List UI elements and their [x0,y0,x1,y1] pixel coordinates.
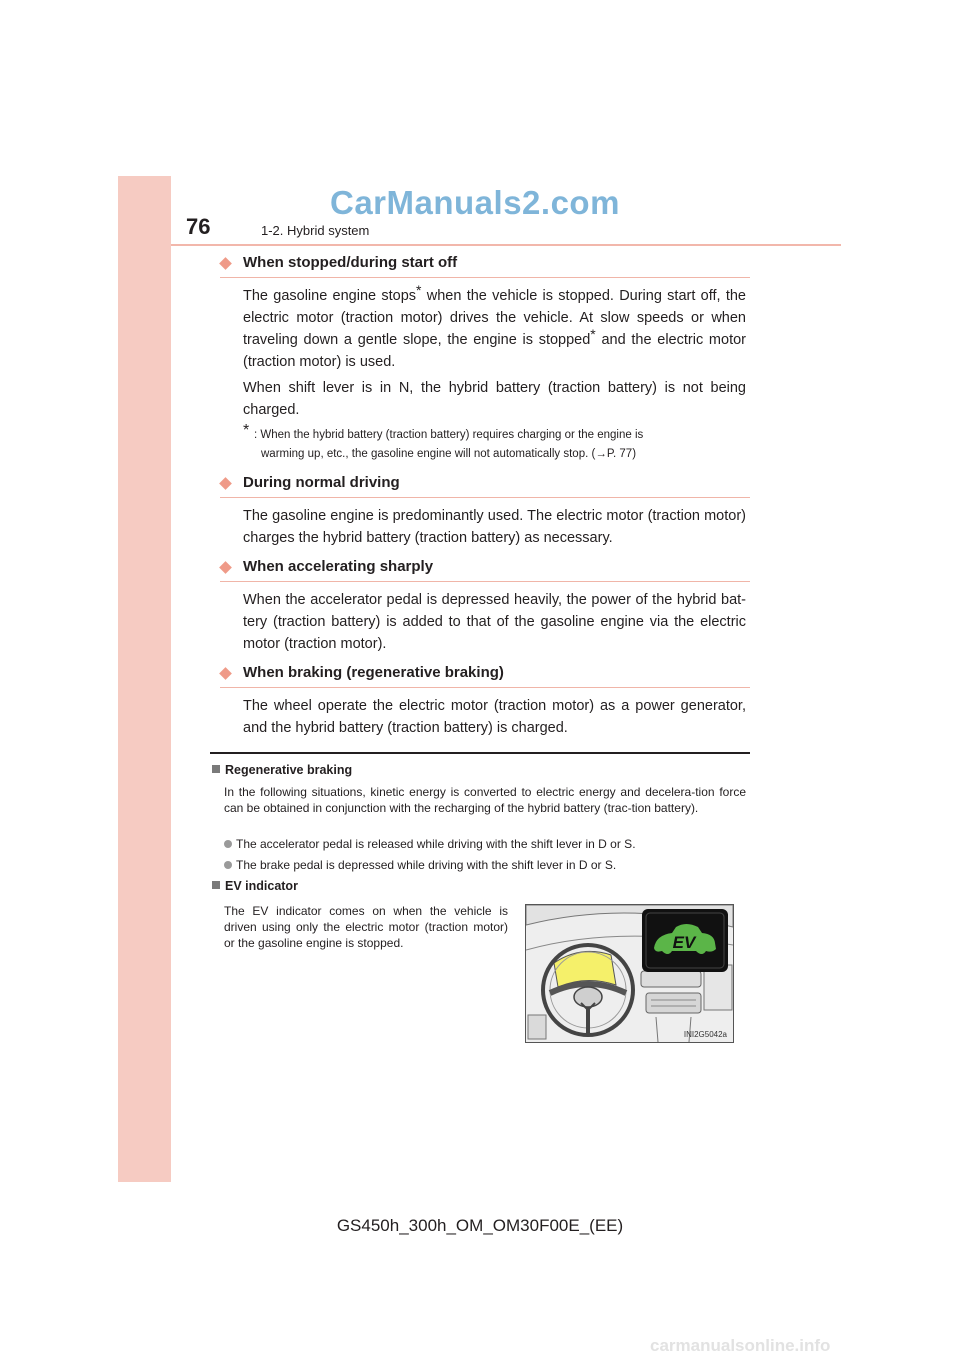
watermark[interactable]: CarManuals2.com [330,184,620,221]
arrow-icon: → [595,448,607,460]
ev-indicator-figure [525,904,734,1043]
header-rule [171,244,841,246]
ev-label: EV [672,933,696,952]
footer-watermark[interactable]: carmanualsonline.info [650,1336,831,1355]
note-heading-regen: Regenerative braking [212,763,352,777]
paragraph: The gasoline engine stops* when the vehicle is stopped. During start off, the electric motor (traction motor) drives the vehicle. At slow speeds or when traveling down a gentle slope, the engine is stopped* and the electric motor (traction motor) is used. [243,282,746,370]
paragraph: When shift lever is in N, the hybrid battery (traction battery) is not being charged. [243,380,746,418]
asterisk-mark: * [243,422,250,439]
diamond-bullet-icon [219,257,232,270]
heading-when-stopped [220,253,750,278]
asterisk-mark: * [590,326,596,342]
footnote-line-2: warming up, etc., the gasoline engine will not automatically stop. (→P. 77) [261,448,637,460]
heading-normal-driving [220,473,750,498]
heading-text: When braking (regenerative braking) [243,664,504,681]
diamond-bullet-icon [219,561,232,574]
heading-braking [220,663,750,688]
page-reference-link[interactable]: P. 77) [606,448,637,460]
document-code: GS450h_300h_OM_OM30F00E_(EE) [336,1216,624,1235]
dashboard-illustration [526,905,733,1042]
figure-code: INI2G5042a [683,1030,727,1039]
heading-accelerating [220,557,750,582]
section-title: 1-2. Hybrid system [261,223,370,238]
page-number: 76 [186,214,211,239]
section-divider [210,752,750,754]
heading-text: When stopped/during start off [243,254,458,271]
square-bullet-icon [212,765,220,773]
side-color-band [118,176,171,1182]
footnote-line-1: : When the hybrid battery (traction battery) requires charging or the engine is [254,429,644,441]
note-body: In the following situations, kinetic energy is converted to electric energy and decelera-tion force can be obtained in conjunction with the recharging of the hybrid battery (trac-tion battery). [224,785,746,815]
circle-bullet-icon [224,861,232,869]
list-item: The brake pedal is depressed while driving with the shift lever in D or S. [224,858,616,872]
diamond-bullet-icon [219,667,232,680]
footnote [243,422,746,464]
heading-text: When accelerating sharply [243,558,434,575]
list-item: The accelerator pedal is released while driving with the shift lever in D or S. [224,837,636,851]
diamond-bullet-icon [219,477,232,490]
note-heading-ev: EV indicator [212,879,298,893]
circle-bullet-icon [224,840,232,848]
note-body: The EV indicator comes on when the vehicle is driven using only the electric motor (traction motor) or the gasoline engine is stopped. [224,904,508,950]
paragraph: The gasoline engine is predominantly used. The electric motor (traction motor) charges the hybrid battery (traction battery) as necessary. [243,508,746,546]
paragraph: The wheel operate the electric motor (traction motor) as a power generator, and the hybrid battery (traction battery) is charged. [243,698,746,736]
paragraph: When the accelerator pedal is depressed heavily, the power of the hybrid bat-tery (traction battery) is added to that of the gasoline engine via the electric motor (traction motor). [243,592,746,652]
asterisk-mark: * [416,282,422,298]
heading-text: During normal driving [243,474,400,491]
square-bullet-icon [212,881,220,889]
